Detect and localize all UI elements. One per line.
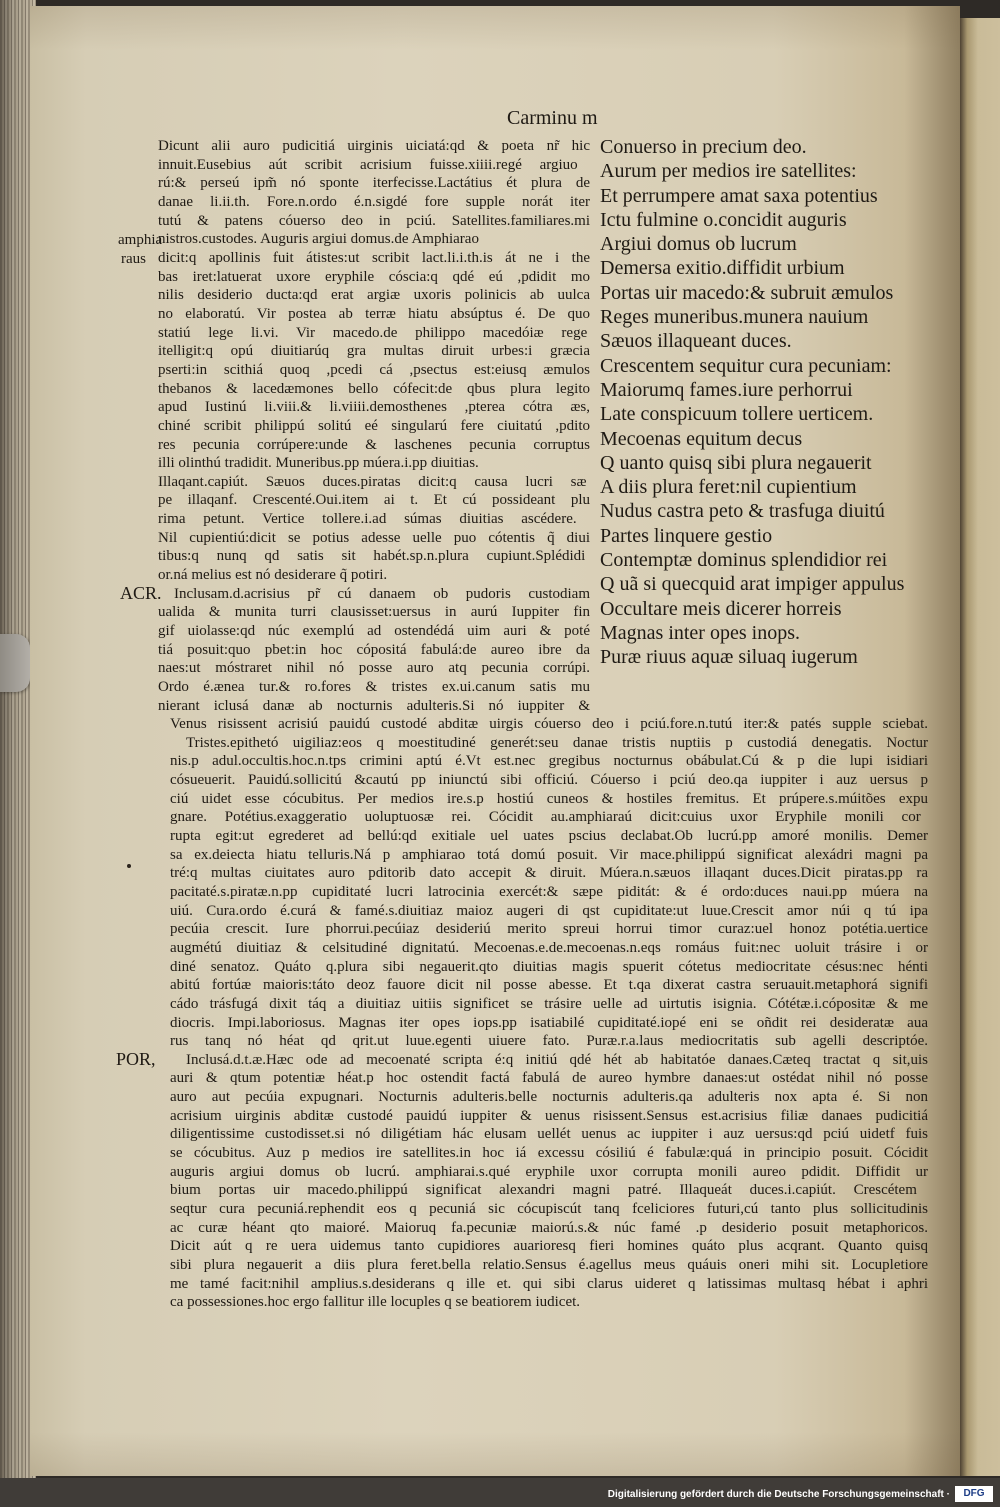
commentary-line: ualida & munita turri clausisset:uersus in aurú Iuppiter fin <box>158 604 590 621</box>
commentary-line: auro aut pecúia expugnari. Nocturnis adulteris.belle nocturnis adulteris.qa adulteris nox apta é. Si non <box>170 1089 928 1106</box>
commentary-line: Inclusam.d.acrisius pr̃ cú danaem ob pudoris custodiam <box>174 585 590 602</box>
commentary-line: pe illaqanf. Crescenté.Oui.item ai t. Et cú possideant plu <box>158 492 590 509</box>
commentary-line: rupta egit:ut egrederet ad bellú:qd exitiale uel uates pscius declabat.Ob lucrú.pp amoré monilis. Demer <box>170 827 928 844</box>
verse-line: Argiui domus ob lucrum <box>600 233 797 256</box>
margin-note-acr: ACR. <box>120 583 162 603</box>
commentary-line: Illaqant.capiút. Sæuos duces.piratas dicit:q causa lucri sæ <box>158 473 587 490</box>
dfg-logo: DFG <box>955 1486 993 1502</box>
commentary-line: statiú lege li.vi. Vir macedo.de philippo macedóiæ rege <box>158 324 588 341</box>
commentary-column <box>158 137 590 715</box>
commentary-line: cádo trásfugá dixit táq a diuitiaz uitiis significet se trásire uelle ad uirtutis isignia. Cótétæ.i.cópositæ & me <box>170 995 928 1012</box>
commentary-line: augmétú diuitiaz & celsitudiné dignitatú. Mecoenas.e.de.mecoenas.n.eqs romáus fuit:nec uoluit trásire i or <box>170 939 928 956</box>
verse-line: Contemptæ dominus splendidior rei <box>600 549 888 572</box>
commentary-line: uiú. Cura.ordo é.curá & famé.s.diuitiaz maioz augeri di qst cupiditate:ut luue.Crescit amor núi q tú ipa <box>170 902 928 919</box>
commentary-line: acrisium uirginis abditæ custodé pauidú iuppiter & uenus risissent.Sensus est.acrisius filiæ danaes pudicitiá <box>170 1107 928 1124</box>
commentary-line: itelligit:q opú diuitiarúq gra multas diruit urbes:i græcia <box>158 343 590 360</box>
commentary-line: pecúia crescit. Iure phorrui.pecúiaz desideriú merito spreui horrui timor curaz:uel honoz potétia.uertice <box>170 921 928 938</box>
verse-line: Portas uir macedo:& subruit æmulos <box>600 281 894 304</box>
bookmark-tab <box>0 634 30 692</box>
commentary-line: Dicunt alii auro pudicitiá uirginis uiciatá:qd & poeta nr̃ hic <box>158 138 590 154</box>
running-head: Carminu m <box>507 107 598 129</box>
commentary-line: bium portas uir macedo.philippú significat alexandri magni patré. Illaqueát duces.i.capiút. Crescétem <box>170 1182 917 1199</box>
commentary-line: bas iret:latuerat uxore eryphile cóscia:q qdé eú ,pdidit mo <box>158 268 590 285</box>
verse-line: Nudus castra peto & trasfuga diuitú <box>600 500 885 523</box>
commentary-line: cósueuerit. Pauidú.sollicitú &cautú pp iniunctú sibi officiú. Cóuerso i pciú deo.qa iuppiter i auz uersus p <box>170 771 928 788</box>
commentary-line: res pecunia corrúpere:unde & laschenes pecunia corruptus <box>158 436 590 453</box>
commentary-line: abitú fortúæ maioris:táto deoz fauore dicit nil posse abesse. Et t.qa dixerat castra seruauit.metaphorá signifi <box>170 977 928 994</box>
commentary-line: or.ná melius est nó desiderare q̃ potiri. <box>158 567 388 584</box>
funding-credit: Digitalisierung gefördert durch die Deutsche Forschungsgemeinschaft · <box>607 1489 950 1500</box>
verse-line: Occultare meis dicerer horreis <box>600 597 842 620</box>
verse-line: A diis plura feret:nil cupientium <box>600 476 857 499</box>
ink-spot <box>127 864 131 868</box>
verse-line: Q uanto quisq sibi plura negauerit <box>600 451 872 474</box>
verse-line: Q uã si quecquid arat impiger appulus <box>600 573 905 596</box>
commentary-line: nis.p adul.occultis.hoc.n.tps crimini aptú é.Vt est.nec gregibus nocturnus obábulat.Cú & p die lupi isidiari <box>170 753 928 770</box>
commentary-line: naes:ut móstraret nihil nó posse auro atq pecunia corrúpi. <box>158 660 590 677</box>
commentary-line: pacitaté.s.piratæ.n.pp cupiditaté lucri latrocinia exercét:& sæpe piditát: & é ordo:duces naui.pp múera na <box>170 883 928 900</box>
commentary-line: Ordo é.ænea tur.& ro.fores & tristes ex.ui.canum satis mu <box>158 679 590 696</box>
commentary-line: dicit:q apollinis fuit átistes:ut scribit lact.li.i.th.is át ne i the <box>158 249 590 266</box>
commentary-line: diné senatoz. Quáto q.plura sibi negauerit.qto diuitias magis spuerit cótetus mediocritate césus:nec hénti <box>170 958 928 975</box>
margin-note-amphiaraus: amphia <box>118 232 163 248</box>
verse-line: Demersa exitio.diffidit urbium <box>600 257 845 280</box>
commentary-line: thebanos & lacedæmones bello cófecit:de qbus plura legito <box>158 380 590 397</box>
commentary-line: nilis desiderio ducta:qd erat argiæ uxoris polinicis ab uulca <box>158 287 590 304</box>
commentary-line: tutú & patens cóuerso deo in pciú. Satellites.familiares.mi <box>158 212 590 229</box>
verse-line: Mecoenas equitum decus <box>600 427 803 450</box>
commentary-line: Tristes.epithetó uigiliaz:eos q moestitudiné generét:seu danae tristis nuptiis p custodiá denegatis. Noctur <box>186 734 928 751</box>
commentary-line: ciú uidet esse cócubitus. Per medios ire.s.p hostiú cuneos & hostiles fremitus. Et prúpere.s.múitões expu <box>170 790 928 807</box>
commentary-line: Dicit aút q re uera uidemus tanto cupidiores auarioresq fieri homines quáto plus acqrant. Quanto quisq <box>170 1238 928 1255</box>
commentary-line: rus tanq nó héat qd qrit.ut luue.egenti uiuere fato. Puræ.r.a.laus mediocritatis sub agelli descriptóe. <box>170 1033 928 1050</box>
verse-line: Ictu fulmine o.concidit auguris <box>600 208 847 231</box>
commentary-line: me tamé facit:nihil amplius.s.desiderans q ille et. qui sibi clarus uideret q latissimas multasq hébat i aphri <box>170 1275 928 1292</box>
verse-line: Aurum per medios ire satellites: <box>600 160 857 183</box>
margin-note-amphiaraus: raus <box>121 251 146 267</box>
verse-line: Et perrumpere amat saxa potentius <box>600 184 878 207</box>
commentary-line: tibus:q nunq qd satis sit habét.sp.n.plura cupiunt.Splédidi <box>158 548 586 565</box>
commentary-line: danae li.ii.th. Fore.n.ordo é.n.sigdé fore supple norát iter <box>158 193 590 210</box>
commentary-line: se cócubitus. Auz p medios ire satellites.in hoc iá excessu cósiliú é fabulæ:quá in principio posuit. Cócidit <box>170 1145 928 1162</box>
commentary-line: sa ex.deiecta hiatu telluris.Ná p amphiarao totá domú posuit. Vir mace.philippú significat alexádri magni pa <box>170 846 928 863</box>
commentary-line: gif uiolasse:qd núc exemplú ad ostendédá uim auri & poté <box>158 623 590 640</box>
commentary-line: tré:q multas ciuitates auro pditorib dato accepit & diruit. Múera.n.sæuos illaqant duces.Dicit piratas.pp ra <box>170 865 928 882</box>
commentary-line: nistros.custodes. Auguris argiui domus.de Amphiarao <box>158 231 479 248</box>
verse-line: Sæuos illaqueant duces. <box>600 330 792 353</box>
commentary-line: diligentissime custodisset.si nó diligétiam hác elusam uellét uenus ac iuppiter i auz uersus:qd pciú uidetf fuis <box>170 1126 928 1143</box>
margin-note-por: POR, <box>116 1049 156 1069</box>
commentary-line: illi olinthú tradidit. Muneribus.pp múera.i.pp diuitias. <box>158 455 479 472</box>
verse-line: Maiorumq fames.iure perhorrui <box>600 378 853 401</box>
commentary-line: chiné scribit philippú solitú eé singularú fere ciuitatú ,pdito <box>158 417 590 434</box>
verse-line: Magnas inter opes inops. <box>600 621 800 644</box>
verse-line: Partes linquere gestio <box>600 524 773 547</box>
commentary-line: no elaboratú. Vir postea ab terræ hiatu absúptus é. De quo <box>158 305 590 322</box>
commentary-line: ca possessiones.hoc ergo fallitur ille locuples q se beatiorem iudicet. <box>170 1294 581 1311</box>
commentary-line: auri & qtum potentiæ héat.p hoc ostendit factá fabulá de aureo hymbre danaes:ut ostédat nihil nó posse <box>170 1070 928 1087</box>
commentary-line: ac curæ héant qto maioré. Maioruq fa.pecuniæ maiorú.s.& núc famé .p desiderio posuit metaphoricos. <box>170 1219 928 1236</box>
commentary-line: Inclusá.d.t.æ.Hæc ode ad mecoenaté scripta é:q initiú qdé hét ab habitatóe danaes.Cæteq tractat q sit,uis <box>186 1051 928 1068</box>
commentary-line: Venus risissent acrisiú pauidú custodé abditæ uirgis cóuerso deo i pciú.fore.n.tutú iter:& patés supple sciebat. <box>170 716 928 732</box>
commentary-line: rú:& perseú ipm̃ nó sponte iterfecisse.Lactátius ét plura de <box>158 175 590 192</box>
commentary-line: apud Iustinú li.viii.& li.viiii.demosthenes ,pterea cótra æs, <box>158 399 590 416</box>
verse-line: Puræ riuus aquæ siluaq iugerum <box>600 646 858 669</box>
facing-page-edge <box>960 18 1000 1476</box>
commentary-full-width <box>170 715 928 1312</box>
commentary-line: pserti:in scithiá quoq ,pcedi cá ,psectus est:eiusq æmulos <box>158 361 590 378</box>
poem-column <box>600 135 935 670</box>
commentary-line: innuit.Eusebius aút scribit acrisium fuisse.xiiii.regé argiuo <box>158 156 578 173</box>
verse-line: Late conspicuum tollere uerticem. <box>600 403 874 426</box>
commentary-line: diocris. Impi.laboriosus. Magnas iter opes iops.pp isatiabilé cupiditaté.iopé eni se oñdit rei desideratæ aua <box>170 1014 928 1031</box>
commentary-line: nierant iclusá danæ ab nocturnis adulteris.Si nó iuppiter & <box>158 697 590 714</box>
verse-line: Crescentem sequitur cura pecuniam: <box>600 354 892 377</box>
commentary-line: Nil cupientiú:dicit se potius adesse uelle puo cótentis q̃ diui <box>158 529 590 546</box>
commentary-line: sibi plura negauerit a diis plura feret.bella relatio.Sensus é.agellus meus quáuis oneri mihi sit. Locupletiore <box>170 1257 928 1274</box>
commentary-line: gnare. Potétius.exaggeratio uoluptuosæ rei. Cócidit au.amphiaraú dicit:cuius uxor Eryphile monili cor <box>170 809 921 826</box>
verse-line: Reges muneribus.munera nauium <box>600 306 869 329</box>
commentary-line: seqtur cura pecuniá.rephendit eos q pecuniá sic cócupiscút tanq fceliciores futuri,cú tanto plus sollicitudinis <box>170 1201 928 1218</box>
verse-line: Conuerso in precium deo. <box>600 136 807 158</box>
commentary-line: tiá posuit:quo pbet:in hoc cópositá fabulá:de aureo ibre da <box>158 641 590 658</box>
commentary-line: rima petunt. Vertice tollere.i.ad súmas diuitias ascédere. <box>158 511 577 528</box>
commentary-line: auguris argiui domus ob lucrú. amphiarai.s.qué eryphile uxor corrupta monili aureo pdidit. Diffidit ur <box>170 1163 928 1180</box>
